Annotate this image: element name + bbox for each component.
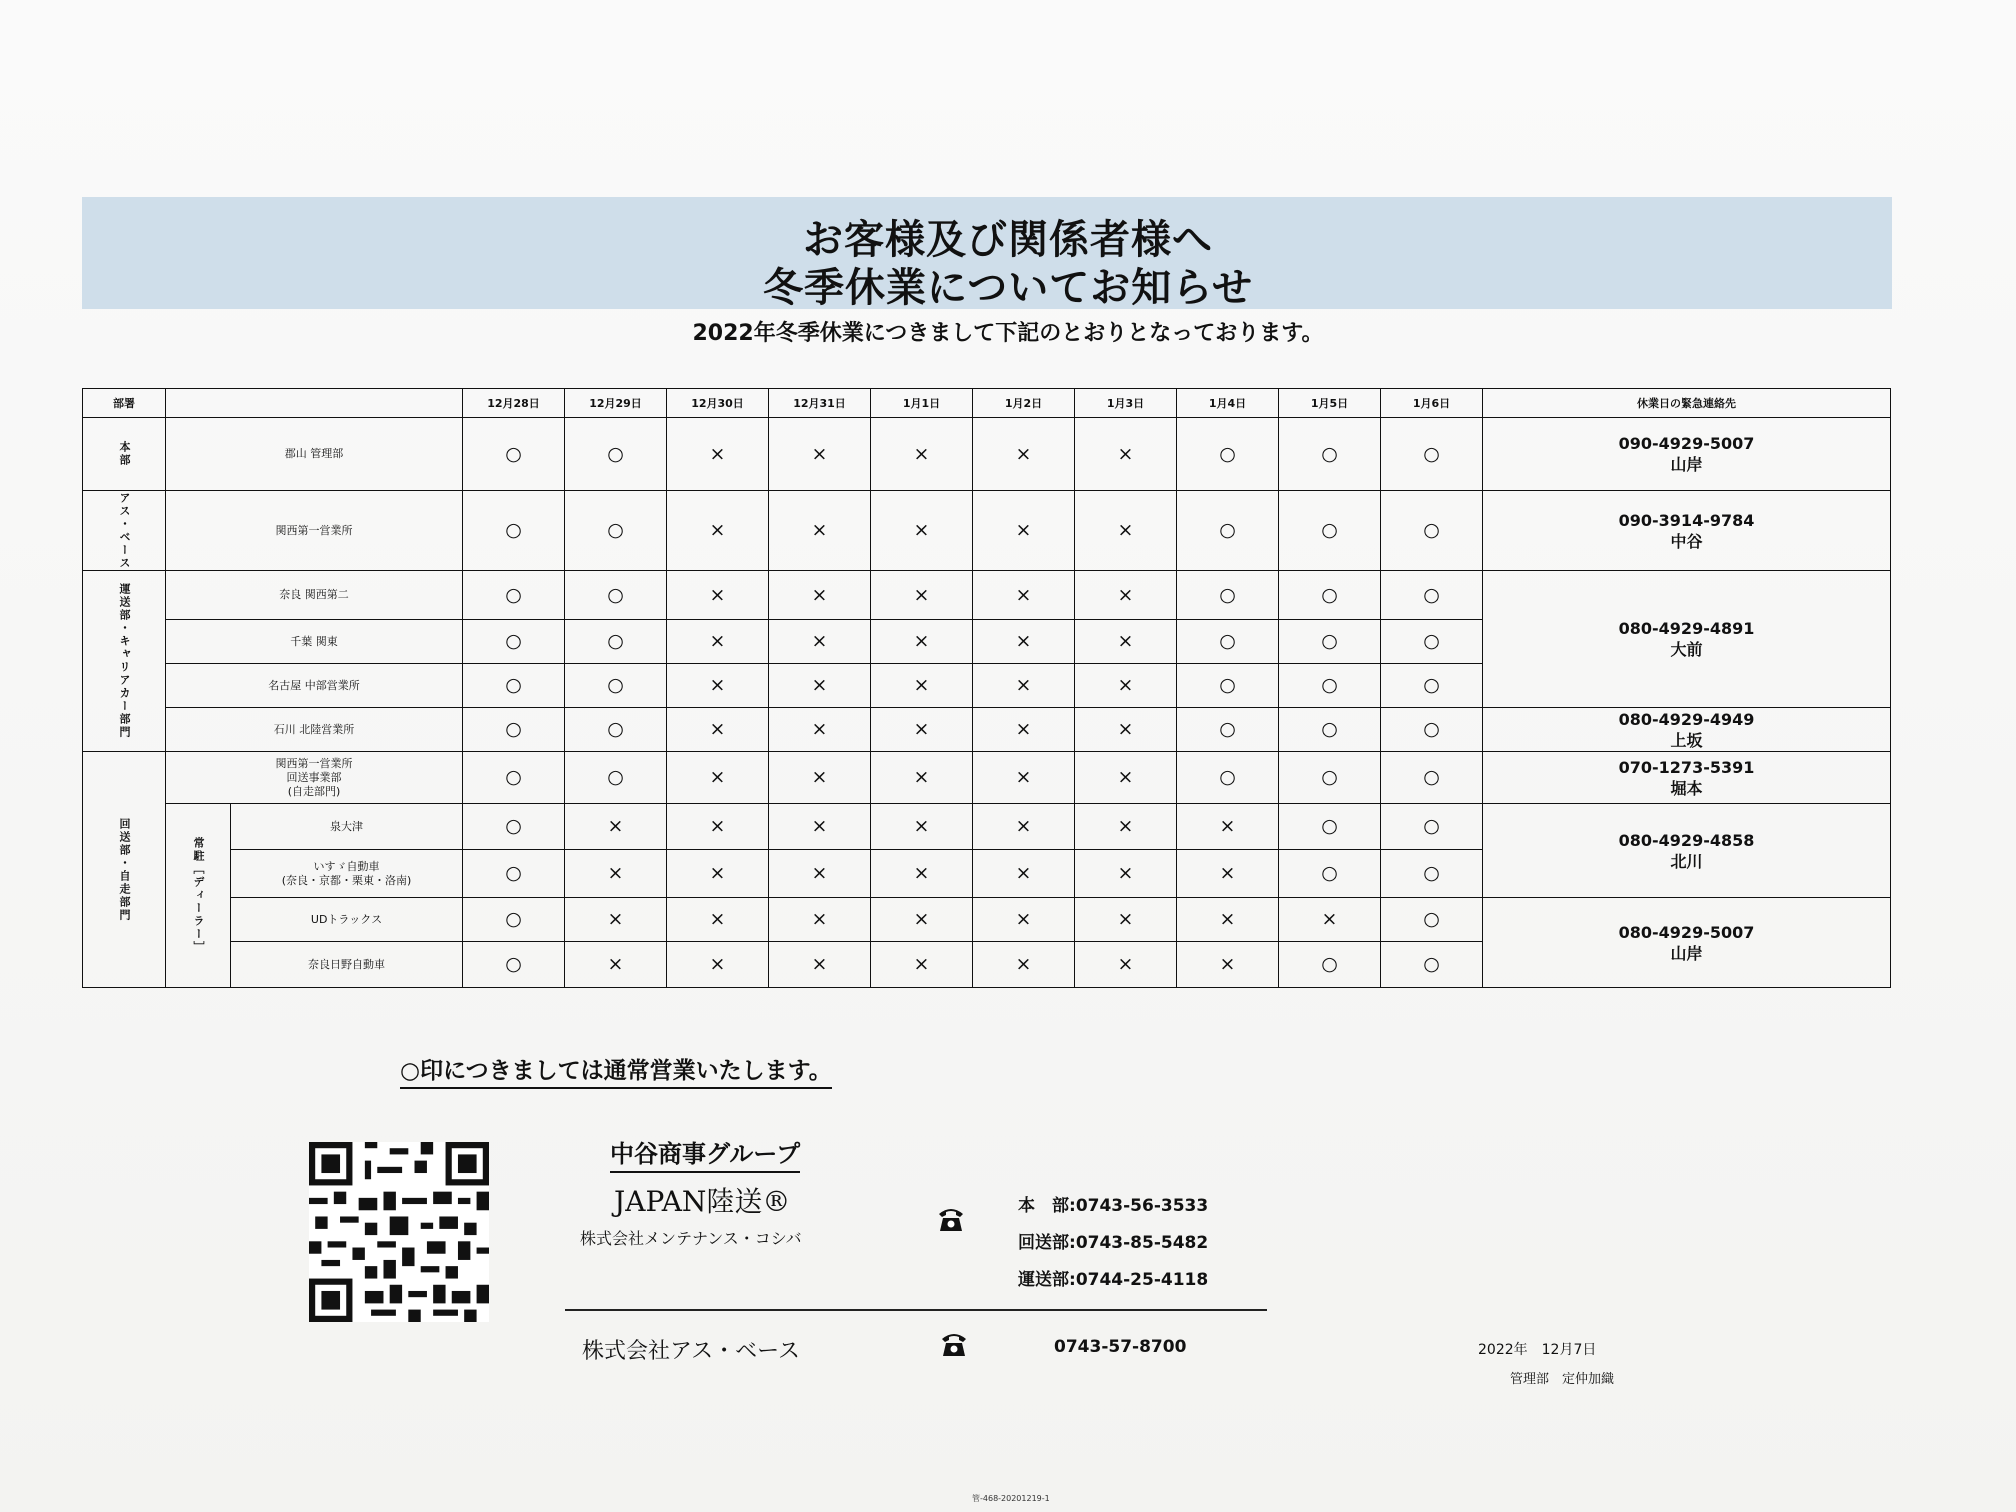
status-mark: ×	[667, 898, 769, 942]
status-mark: ○	[1279, 418, 1381, 491]
location-cell: 千葉 関東	[166, 620, 463, 664]
location-cell: 奈良 関西第二	[166, 571, 463, 620]
status-mark: ×	[1177, 942, 1279, 988]
status-mark: ×	[1279, 898, 1381, 942]
status-mark: ×	[769, 491, 871, 571]
location-cell: 関西第一営業所 回送事業部 (自走部門)	[166, 752, 463, 804]
status-mark: ○	[1177, 708, 1279, 752]
dept-label: アス・ベース	[118, 491, 131, 570]
status-mark: ○	[1279, 752, 1381, 804]
contact-name: 北川	[1670, 851, 1703, 871]
location-cell: 名古屋 中部営業所	[166, 664, 463, 708]
emergency-contact	[1483, 491, 1891, 571]
emergency-contact	[1483, 752, 1891, 804]
status-mark: ×	[1075, 752, 1177, 804]
telephone-icon	[939, 1328, 969, 1358]
emergency-contact	[1483, 418, 1891, 491]
phone-label: 運送部:	[1018, 1270, 1076, 1290]
status-mark: ○	[1279, 850, 1381, 898]
dept-cell-honbu	[83, 418, 166, 491]
status-mark: ×	[667, 571, 769, 620]
date-header: 1月2日	[973, 389, 1075, 418]
contact-phone: 090-3914-9784	[1618, 510, 1755, 530]
dept-label: 回送部・自走部門	[118, 817, 131, 922]
status-mark: ○	[463, 571, 565, 620]
status-mark: ×	[769, 620, 871, 664]
status-mark: ○	[1177, 418, 1279, 491]
status-mark: ○	[1381, 942, 1483, 988]
page-title-second-line: 冬季休業についてお知らせ	[763, 265, 1253, 311]
status-mark: ○	[1279, 804, 1381, 850]
emergency-contact	[1483, 898, 1891, 988]
contact-phone: 080-4929-4858	[1618, 830, 1755, 850]
status-mark: ○	[565, 752, 667, 804]
status-mark: ○	[463, 620, 565, 664]
status-mark: ×	[1075, 898, 1177, 942]
contact-phone: 070-1273-5391	[1618, 757, 1755, 777]
status-mark: ×	[1177, 804, 1279, 850]
table-row	[83, 752, 1891, 804]
status-mark: ○	[1381, 571, 1483, 620]
date-header: 1月5日	[1279, 389, 1381, 418]
date-header: 12月29日	[565, 389, 667, 418]
issue-date: 2022年 12月7日	[1478, 1342, 1597, 1358]
telephone-icon	[936, 1203, 966, 1233]
status-mark: ×	[1177, 850, 1279, 898]
status-mark: ○	[1279, 620, 1381, 664]
table-header-row	[83, 389, 1891, 418]
status-mark: ×	[1075, 571, 1177, 620]
status-mark: ○	[565, 491, 667, 571]
status-mark: ○	[1381, 804, 1483, 850]
status-mark: ×	[769, 664, 871, 708]
status-mark: ×	[871, 898, 973, 942]
status-mark: ○	[1177, 491, 1279, 571]
date-header: 12月30日	[667, 389, 769, 418]
legend-note: ○印につきましては通常営業いたします。	[400, 1052, 832, 1089]
table-row	[83, 708, 1891, 752]
page-subtitle: 2022年冬季休業につきまして下記のとおりとなっております。	[692, 321, 1324, 346]
contact-name: 大前	[1670, 640, 1703, 659]
status-mark: ×	[667, 620, 769, 664]
status-mark: ○	[1381, 620, 1483, 664]
date-header: 1月3日	[1075, 389, 1177, 418]
location-cell: UDトラックス	[231, 898, 463, 942]
status-mark: ×	[565, 850, 667, 898]
status-mark: ×	[769, 571, 871, 620]
status-mark: ×	[871, 571, 973, 620]
status-mark: ×	[769, 850, 871, 898]
status-mark: ×	[973, 804, 1075, 850]
date-header: 1月6日	[1381, 389, 1483, 418]
status-mark: ×	[1075, 850, 1177, 898]
phone-list	[1018, 1188, 1208, 1299]
phone-line-honbu	[1018, 1188, 1208, 1225]
status-mark: ×	[973, 571, 1075, 620]
contact-name: 山岸	[1670, 455, 1703, 474]
table-row	[83, 571, 1891, 620]
status-mark: ○	[463, 804, 565, 850]
phone-number: 0743-56-3533	[1075, 1196, 1209, 1216]
contact-phone: 090-4929-5007	[1618, 434, 1755, 453]
status-mark: ×	[871, 620, 973, 664]
status-mark: ×	[871, 418, 973, 491]
status-mark: ○	[1177, 620, 1279, 664]
phone-line-unso	[1018, 1262, 1208, 1299]
status-mark: ×	[1075, 942, 1177, 988]
contact-name: 山岸	[1670, 943, 1703, 963]
date-header: 1月4日	[1177, 389, 1279, 418]
status-mark: ×	[973, 898, 1075, 942]
status-mark: ○	[1381, 850, 1483, 898]
status-mark: ×	[769, 418, 871, 491]
status-mark: ○	[463, 491, 565, 571]
status-mark: ×	[973, 418, 1075, 491]
company-name-asbase: 株式会社アス・ベース	[582, 1339, 801, 1364]
status-mark: ×	[871, 708, 973, 752]
dept-header: 部署	[83, 389, 166, 418]
date-header: 12月28日	[463, 389, 565, 418]
status-mark: ○	[1279, 942, 1381, 988]
status-mark: ×	[871, 804, 973, 850]
status-mark: ○	[1177, 664, 1279, 708]
issuer: 管理部 定仲加織	[1510, 1372, 1615, 1387]
location-cell: 関西第一営業所	[166, 491, 463, 571]
dept-label: 常駐［ディーラー］	[192, 837, 205, 954]
status-mark: ○	[1177, 571, 1279, 620]
status-mark: ×	[565, 804, 667, 850]
table-row	[83, 418, 1891, 491]
status-mark: ×	[1075, 620, 1177, 664]
status-mark: ○	[1279, 571, 1381, 620]
status-mark: ○	[565, 708, 667, 752]
status-mark: ○	[463, 850, 565, 898]
company-phone-asbase: 0743-57-8700	[1054, 1337, 1187, 1357]
phone-number: 0743-85-5482	[1075, 1233, 1209, 1253]
location-cell: 泉大津	[231, 804, 463, 850]
status-mark: ×	[1075, 418, 1177, 491]
location-cell: 郡山 管理部	[166, 418, 463, 491]
contact-phone: 080-4929-5007	[1618, 922, 1755, 942]
phone-line-kaiso	[1018, 1225, 1208, 1262]
emergency-contact	[1483, 571, 1891, 708]
status-mark: ○	[1381, 708, 1483, 752]
status-mark: ×	[871, 752, 973, 804]
dept-cell-kaiso	[83, 752, 166, 988]
status-mark: ×	[667, 418, 769, 491]
brand-name: JAPAN陸送®	[614, 1185, 791, 1218]
status-mark: ○	[1381, 898, 1483, 942]
emergency-contact	[1483, 708, 1891, 752]
status-mark: ×	[1075, 708, 1177, 752]
status-mark: ○	[1381, 418, 1483, 491]
status-mark: ×	[973, 708, 1075, 752]
page-title: お客様及び関係者様へ	[803, 217, 1213, 263]
status-mark: ○	[565, 620, 667, 664]
phone-number: 0744-25-4118	[1075, 1270, 1209, 1290]
status-mark: ×	[667, 752, 769, 804]
dept-label: 本部	[118, 441, 131, 467]
location-cell: いすゞ自動車 (奈良・京都・栗東・洛南)	[231, 850, 463, 898]
status-mark: ×	[973, 752, 1075, 804]
footer-divider	[565, 1309, 1267, 1311]
emergency-contact	[1483, 804, 1891, 898]
status-mark: ○	[1381, 752, 1483, 804]
status-mark: ×	[1075, 804, 1177, 850]
status-mark: ×	[769, 942, 871, 988]
status-mark: ×	[973, 850, 1075, 898]
dept-cell-asbase	[83, 491, 166, 571]
group-name: 中谷商事グループ	[610, 1134, 800, 1173]
status-mark: ×	[973, 942, 1075, 988]
document-code: 管-468-20201219-1	[972, 1494, 1050, 1503]
company-name-koshiba: 株式会社メンテナンス・コシバ	[580, 1229, 802, 1248]
status-mark: ○	[463, 752, 565, 804]
status-mark: ○	[1381, 491, 1483, 571]
location-cell: 石川 北陸営業所	[166, 708, 463, 752]
table-row	[83, 491, 1891, 571]
contact-header: 休業日の緊急連絡先	[1483, 389, 1891, 418]
status-mark: ○	[565, 418, 667, 491]
contact-name: 上坂	[1670, 730, 1703, 750]
dept-cell-jochu	[166, 804, 231, 988]
table-row	[83, 898, 1891, 942]
status-mark: ×	[871, 664, 973, 708]
status-mark: ×	[973, 664, 1075, 708]
status-mark: ×	[667, 804, 769, 850]
status-mark: ×	[667, 942, 769, 988]
status-mark: ○	[565, 664, 667, 708]
status-mark: ○	[1279, 664, 1381, 708]
status-mark: ×	[565, 898, 667, 942]
contact-phone: 080-4929-4891	[1618, 619, 1755, 638]
status-mark: ×	[871, 942, 973, 988]
dept-label: 運送部・キャリアカー部門	[118, 583, 131, 739]
table-row	[83, 804, 1891, 850]
status-mark: ×	[973, 620, 1075, 664]
status-mark: ○	[1279, 491, 1381, 571]
status-mark: ○	[565, 571, 667, 620]
phone-label: 本 部:	[1018, 1196, 1076, 1216]
location-header	[166, 389, 463, 418]
status-mark: ×	[1075, 491, 1177, 571]
status-mark: ○	[463, 708, 565, 752]
status-mark: ×	[973, 491, 1075, 571]
status-mark: ○	[1279, 708, 1381, 752]
status-mark: ○	[1177, 752, 1279, 804]
location-cell: 奈良日野自動車	[231, 942, 463, 988]
status-mark: ○	[463, 942, 565, 988]
status-mark: ×	[769, 708, 871, 752]
status-mark: ×	[667, 708, 769, 752]
status-mark: ×	[667, 850, 769, 898]
status-mark: ×	[667, 491, 769, 571]
contact-phone: 080-4929-4949	[1618, 709, 1755, 729]
status-mark: ○	[1381, 664, 1483, 708]
status-mark: ×	[667, 664, 769, 708]
status-mark: ×	[769, 898, 871, 942]
status-mark: ×	[871, 491, 973, 571]
phone-label: 回送部:	[1018, 1233, 1076, 1253]
date-header: 12月31日	[769, 389, 871, 418]
status-mark: ○	[463, 898, 565, 942]
contact-name: 堀本	[1670, 778, 1703, 798]
status-mark: ○	[463, 418, 565, 491]
status-mark: ×	[1075, 664, 1177, 708]
date-header: 1月1日	[871, 389, 973, 418]
qr-code-icon	[298, 1142, 500, 1322]
dept-cell-unso	[83, 571, 166, 752]
status-mark: ×	[871, 850, 973, 898]
holiday-schedule-table	[82, 388, 1891, 988]
status-mark: ○	[463, 664, 565, 708]
contact-name: 中谷	[1670, 531, 1703, 551]
status-mark: ×	[769, 752, 871, 804]
status-mark: ×	[565, 942, 667, 988]
status-mark: ×	[769, 804, 871, 850]
status-mark: ×	[1177, 898, 1279, 942]
